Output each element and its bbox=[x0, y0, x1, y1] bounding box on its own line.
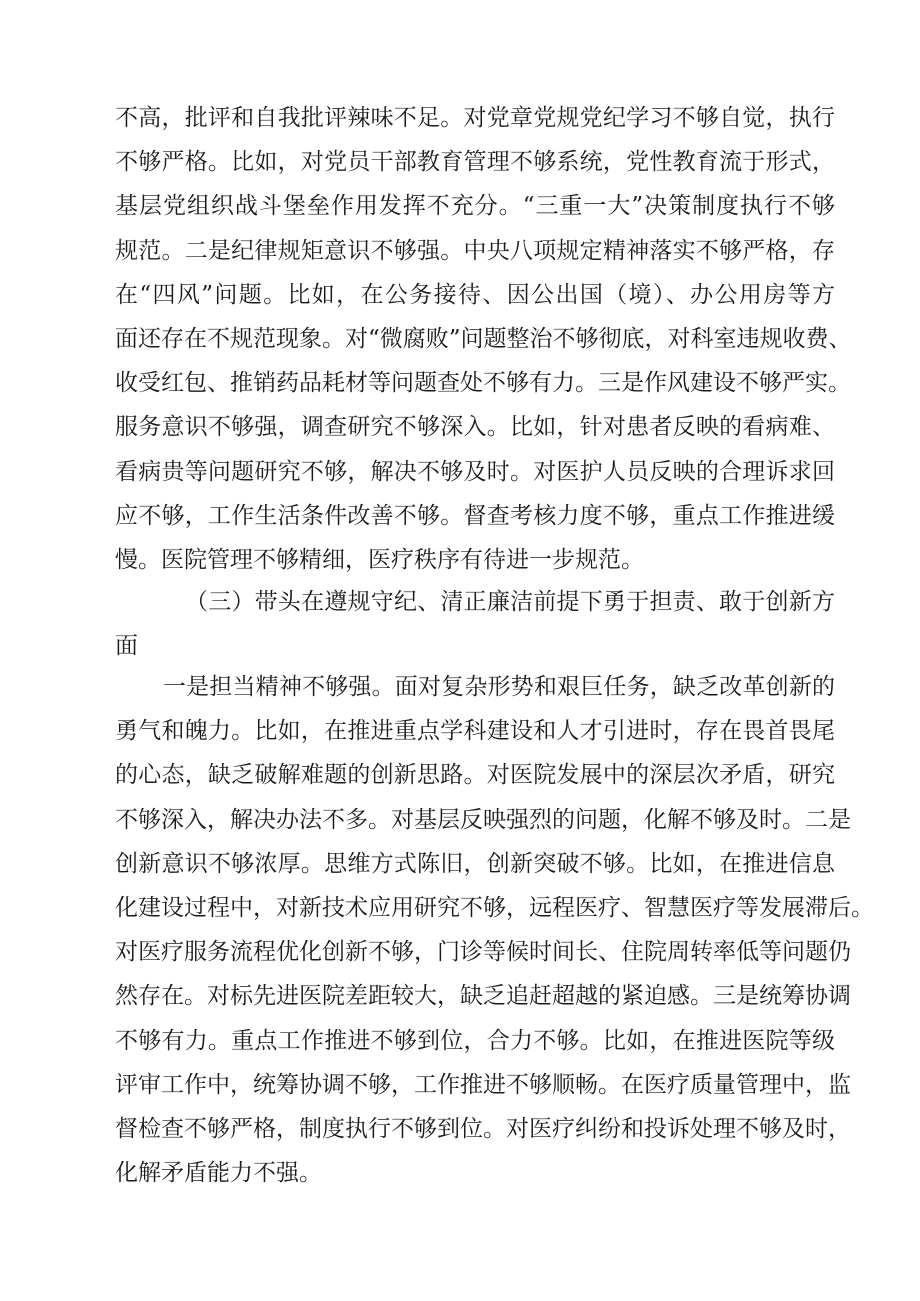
text-line: 化解矛盾能力不强。 bbox=[115, 1160, 322, 1187]
text-line: 在“四风”问题。比如，在公务接待、因公出国（境）、办公用房等方 bbox=[115, 281, 835, 308]
text-line: 看病贵等问题研究不够，解决不够及时。对医护人员反映的合理诉求回 bbox=[115, 458, 835, 485]
text-line: 规范。二是纪律规矩意识不够强。中央八项规定精神落实不够严格，存 bbox=[115, 237, 835, 264]
text-line: 慢。医院管理不够精细，医疗秩序有待进一步规范。 bbox=[115, 546, 644, 573]
text-line: 然存在。对标先进医院差距较大，缺乏追赶超越的紧迫感。三是统筹协调 bbox=[115, 983, 851, 1010]
text-line: 服务意识不够强，调查研究不够深入。比如，针对患者反映的看病难、 bbox=[115, 414, 835, 441]
heading-line: （三）带头在遵规守纪、清正廉洁前提下勇于担责、敢于创新方 bbox=[185, 589, 835, 615]
paragraph-discipline-and-style bbox=[115, 96, 852, 582]
text-line: 应不够，工作生活条件改善不够。督查考核力度不够，重点工作推进缓 bbox=[115, 502, 835, 529]
section-heading bbox=[115, 580, 835, 668]
paragraph-responsibility-and-innovation bbox=[115, 665, 874, 1195]
text-line: 创新意识不够浓厚。思维方式陈旧，创新突破不够。比如，在推进信息 bbox=[115, 850, 835, 877]
text-line: 不够有力。重点工作推进不够到位，合力不够。比如，在推进医院等级 bbox=[115, 1027, 835, 1054]
text-line: 化建设过程中，对新技术应用研究不够，远程医疗、智慧医疗等发展滞后。 bbox=[115, 894, 874, 921]
text-line: 对医疗服务流程优化创新不够，门诊等候时间长、住院周转率低等问题仍 bbox=[115, 939, 851, 966]
text-line: 面还存在不规范现象。对“微腐败”问题整治不够彻底，对科室违规收费、 bbox=[115, 325, 852, 352]
text-line: 评审工作中，统筹协调不够，工作推进不够顺畅。在医疗质量管理中，监 bbox=[115, 1071, 851, 1098]
text-line: 不高，批评和自我批评辣味不足。对党章党规党纪学习不够自觉，执行 bbox=[115, 105, 835, 131]
text-line: 一是担当精神不够强。面对复杂形势和艰巨任务，缺乏改革创新的 bbox=[163, 674, 835, 700]
text-line: 督检查不够严格，制度执行不够到位。对医疗纠纷和投诉处理不够及时， bbox=[115, 1115, 851, 1142]
text-line: 收受红包、推销药品耗材等问题查处不够有力。三是作风建设不够严实。 bbox=[115, 370, 851, 397]
text-line: 不够深入，解决办法不多。对基层反映强烈的问题，化解不够及时。二是 bbox=[115, 806, 851, 833]
text-line: 的心态，缺乏破解难题的创新思路。对医院发展中的深层次矛盾，研究 bbox=[115, 762, 835, 789]
text-line: 不够严格。比如，对党员干部教育管理不够系统，党性教育流于形式， bbox=[115, 149, 835, 176]
text-line: 勇气和魄力。比如，在推进重点学科建设和人才引进时，存在畏首畏尾 bbox=[115, 718, 835, 745]
heading-line: 面 bbox=[115, 633, 138, 660]
text-line: 基层党组织战斗堡垒作用发挥不充分。“三重一大”决策制度执行不够 bbox=[115, 193, 835, 220]
